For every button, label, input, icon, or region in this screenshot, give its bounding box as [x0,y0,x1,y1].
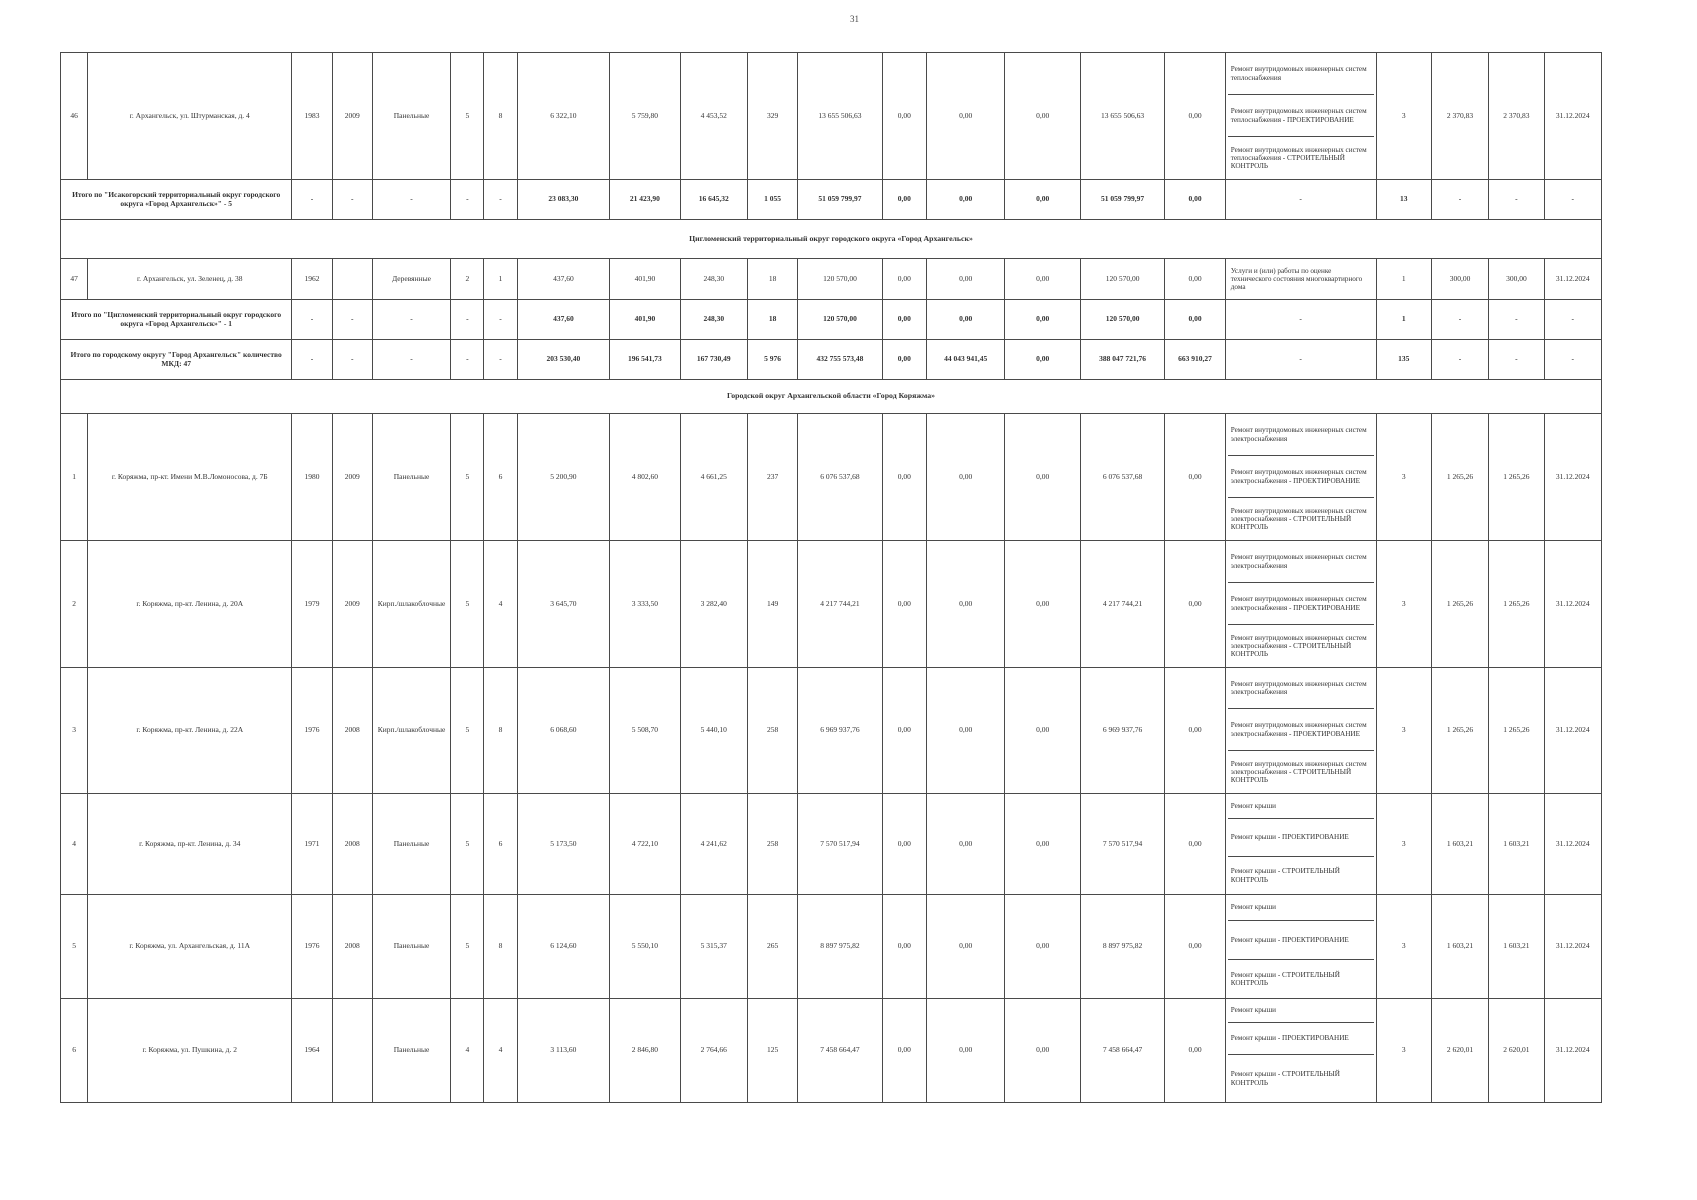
row-number: 2 [61,541,88,668]
address: г. Коряжма, пр-кт. Ленина, д. 34 [88,794,292,895]
table-row [61,259,1602,300]
placeholder-cell: - [484,340,517,380]
work-item: Ремонт внутридомовых инженерных систем электроснабжения - ПРОЕКТИРОВАНИЕ [1228,583,1374,625]
works-count: 3 [1376,414,1431,541]
cost-total: 6 076 537,68 [798,414,882,541]
address: г. Архангельск, ул. Зеленец, д. 38 [88,259,292,300]
works-count: 3 [1376,794,1431,895]
works-cell [1225,794,1376,895]
area-living: 4 241,62 [680,794,747,895]
row-number: 46 [61,53,88,180]
area-premises: 5 550,10 [610,895,680,999]
area-total: 437,60 [517,259,610,300]
cost-owners: 6 969 937,76 [1080,668,1164,794]
cost-other: 0,00 [1165,794,1225,895]
cost-owners: 13 655 506,63 [1080,53,1164,180]
unit-limit: 1 603,21 [1489,895,1544,999]
cost-municipal: 0,00 [1005,895,1080,999]
work-item: Ремонт крыши [1228,999,1374,1023]
works-count: 135 [1376,340,1431,380]
unit-cost: 1 603,21 [1431,895,1488,999]
cost-municipal: 0,00 [1005,668,1080,794]
table-row [61,794,1602,895]
placeholder-cell: - [1544,300,1601,340]
placeholder-cell: - [1431,300,1488,340]
wall-material: Панельные [372,794,450,895]
cost-regional: 0,00 [926,53,1004,180]
entrances: 4 [484,999,517,1103]
cost-other: 0,00 [1165,180,1225,220]
work-item: Ремонт крыши [1228,895,1374,921]
cost-owners: 4 217 744,21 [1080,541,1164,668]
cost-regional: 0,00 [926,300,1004,340]
work-item: Ремонт крыши - ПРОЕКТИРОВАНИЕ [1228,921,1374,960]
cost-regional: 0,00 [926,259,1004,300]
cost-federal: 0,00 [882,999,926,1103]
wall-material: Панельные [372,53,450,180]
cost-municipal: 0,00 [1005,541,1080,668]
works-count: 3 [1376,53,1431,180]
cost-total: 7 570 517,94 [798,794,882,895]
area-total: 6 068,60 [517,668,610,794]
cost-federal: 0,00 [882,180,926,220]
unit-limit: 1 265,26 [1489,541,1544,668]
area-living: 5 440,10 [680,668,747,794]
work-item: Ремонт внутридомовых инженерных систем электроснабжения - СТРОИТЕЛЬНЫЙ КОНТРОЛЬ [1230,506,1367,532]
cost-municipal: 0,00 [1005,414,1080,541]
deadline: 31.12.2024 [1544,259,1601,300]
cost-owners: 6 076 537,68 [1080,414,1164,541]
works-cell [1225,259,1376,300]
cost-federal: 0,00 [882,414,926,541]
deadline: 31.12.2024 [1544,53,1601,180]
unit-cost: 1 265,26 [1431,541,1488,668]
residents: 265 [747,895,797,999]
area-living: 5 315,37 [680,895,747,999]
residents: 18 [747,300,797,340]
floors: 5 [451,53,484,180]
placeholder-cell: - [332,300,372,340]
year-built: 1983 [292,53,332,180]
year-renovated: 2009 [332,414,372,541]
entrances: 1 [484,259,517,300]
work-item: Ремонт внутридомовых инженерных систем электроснабжения [1228,414,1374,456]
cost-owners: 388 047 721,76 [1080,340,1164,380]
section-header [61,220,1602,259]
table-row [61,999,1602,1103]
placeholder-cell: - [1431,340,1488,380]
area-premises: 401,90 [610,300,680,340]
placeholder-cell: - [332,340,372,380]
cost-other: 0,00 [1165,999,1225,1103]
deadline: 31.12.2024 [1544,414,1601,541]
year-built: 1976 [292,668,332,794]
work-item: Ремонт крыши - СТРОИТЕЛЬНЫЙ КОНТРОЛЬ [1230,1070,1340,1087]
cost-owners: 120 570,00 [1080,259,1164,300]
year-renovated: 2008 [332,794,372,895]
capital-repair-table [60,52,1602,1103]
subtotal-label: Итого по городскому округу "Город Архангельск" количество МКД: 47 [61,340,292,380]
floors: 5 [451,794,484,895]
year-built: 1971 [292,794,332,895]
cost-total: 13 655 506,63 [798,53,882,180]
cost-other: 663 910,27 [1165,340,1225,380]
cost-federal: 0,00 [882,340,926,380]
area-premises: 2 846,80 [610,999,680,1103]
year-built: 1979 [292,541,332,668]
area-living: 16 645,32 [680,180,747,220]
work-item: Ремонт внутридомовых инженерных систем электроснабжения - ПРОЕКТИРОВАНИЕ [1228,456,1374,498]
residents: 149 [747,541,797,668]
area-living: 2 764,66 [680,999,747,1103]
work-item: Ремонт внутридомовых инженерных систем теплоснабжения [1228,53,1374,95]
row-number: 4 [61,794,88,895]
works-count: 3 [1376,999,1431,1103]
area-total: 3 645,70 [517,541,610,668]
cost-owners: 120 570,00 [1080,300,1164,340]
work-item: Ремонт внутридомовых инженерных систем теплоснабжения - ПРОЕКТИРОВАНИЕ [1228,95,1374,137]
cost-other: 0,00 [1165,53,1225,180]
residents: 329 [747,53,797,180]
cost-total: 8 897 975,82 [798,895,882,999]
row-number: 3 [61,668,88,794]
unit-limit: 1 265,26 [1489,414,1544,541]
year-built: 1976 [292,895,332,999]
area-living: 248,30 [680,259,747,300]
year-renovated [332,999,372,1103]
placeholder-cell: - [1431,180,1488,220]
address: г. Коряжма, пр-кт. Ленина, д. 22А [88,668,292,794]
row-number: 6 [61,999,88,1103]
area-total: 23 083,30 [517,180,610,220]
area-premises: 196 541,73 [610,340,680,380]
unit-limit: 300,00 [1489,259,1544,300]
works-count: 13 [1376,180,1431,220]
floors: 5 [451,414,484,541]
city-total-row [61,340,1602,380]
placeholder-cell: - [451,180,484,220]
work-item: Ремонт крыши - ПРОЕКТИРОВАНИЕ [1228,1023,1374,1055]
placeholder-cell: - [1225,340,1376,380]
wall-material: Панельные [372,414,450,541]
unit-limit: 1 603,21 [1489,794,1544,895]
placeholder-cell: - [451,300,484,340]
area-living: 3 282,40 [680,541,747,668]
work-item: Ремонт крыши - СТРОИТЕЛЬНЫЙ КОНТРОЛЬ [1230,970,1340,987]
work-item: Ремонт внутридомовых инженерных систем электроснабжения [1228,541,1374,583]
placeholder-cell: - [292,340,332,380]
unit-limit: 2 370,83 [1489,53,1544,180]
area-living: 4 453,52 [680,53,747,180]
works-cell [1225,999,1376,1103]
wall-material: Деревянные [372,259,450,300]
placeholder-cell: - [1225,300,1376,340]
cost-owners: 7 458 664,47 [1080,999,1164,1103]
work-item: Ремонт внутридомовых инженерных систем электроснабжения - ПРОЕКТИРОВАНИЕ [1228,709,1374,751]
entrances: 8 [484,53,517,180]
wall-material: Панельные [372,895,450,999]
unit-limit: 1 265,26 [1489,668,1544,794]
section-title: Цигломенский территориальный округ городского округа «Город Архангельск» [61,220,1602,259]
section-title: Городской округ Архангельской области «Город Коряжма» [61,380,1602,414]
cost-other: 0,00 [1165,668,1225,794]
table-row [61,895,1602,999]
cost-federal: 0,00 [882,300,926,340]
placeholder-cell: - [292,180,332,220]
area-total: 203 530,40 [517,340,610,380]
subtotal-label: Итого по "Цигломенский территориальный округ городского округа «Город Архангельск»" - 1 [61,300,292,340]
deadline: 31.12.2024 [1544,999,1601,1103]
unit-cost: 300,00 [1431,259,1488,300]
cost-federal: 0,00 [882,895,926,999]
cost-regional: 0,00 [926,414,1004,541]
area-premises: 21 423,90 [610,180,680,220]
placeholder-cell: - [372,180,450,220]
cost-municipal: 0,00 [1005,794,1080,895]
area-premises: 4 722,10 [610,794,680,895]
works-cell [1225,53,1376,180]
cost-owners: 8 897 975,82 [1080,895,1164,999]
cost-federal: 0,00 [882,541,926,668]
works-cell [1225,668,1376,794]
cost-other: 0,00 [1165,414,1225,541]
cost-municipal: 0,00 [1005,53,1080,180]
residents: 258 [747,794,797,895]
table-row [61,541,1602,668]
works-count: 3 [1376,541,1431,668]
area-premises: 5 508,70 [610,668,680,794]
area-premises: 3 333,50 [610,541,680,668]
cost-municipal: 0,00 [1005,259,1080,300]
cost-federal: 0,00 [882,259,926,300]
placeholder-cell: - [451,340,484,380]
cost-municipal: 0,00 [1005,180,1080,220]
placeholder-cell: - [372,340,450,380]
works-count: 1 [1376,300,1431,340]
entrances: 6 [484,414,517,541]
placeholder-cell: - [1225,180,1376,220]
work-item: Ремонт крыши - СТРОИТЕЛЬНЫЙ КОНТРОЛЬ [1230,867,1340,884]
area-living: 248,30 [680,300,747,340]
unit-cost: 2 370,83 [1431,53,1488,180]
cost-other: 0,00 [1165,300,1225,340]
address: г. Коряжма, пр-кт. Ленина, д. 20А [88,541,292,668]
cost-regional: 44 043 941,45 [926,340,1004,380]
cost-federal: 0,00 [882,53,926,180]
wall-material: Кирп./шлакоблочные [372,668,450,794]
placeholder-cell: - [372,300,450,340]
deadline: 31.12.2024 [1544,895,1601,999]
table-row [61,668,1602,794]
section-header [61,380,1602,414]
cost-total: 7 458 664,47 [798,999,882,1103]
placeholder-cell: - [1489,180,1544,220]
cost-total: 120 570,00 [798,259,882,300]
unit-cost: 1 603,21 [1431,794,1488,895]
year-built: 1964 [292,999,332,1103]
cost-other: 0,00 [1165,541,1225,668]
wall-material: Кирп./шлакоблочные [372,541,450,668]
subtotal-row [61,300,1602,340]
cost-regional: 0,00 [926,999,1004,1103]
residents: 237 [747,414,797,541]
cost-municipal: 0,00 [1005,999,1080,1103]
entrances: 4 [484,541,517,668]
year-renovated: 2008 [332,668,372,794]
cost-total: 6 969 937,76 [798,668,882,794]
floors: 4 [451,999,484,1103]
cost-regional: 0,00 [926,668,1004,794]
subtotal-row [61,180,1602,220]
unit-cost: 1 265,26 [1431,668,1488,794]
residents: 125 [747,999,797,1103]
address: г. Коряжма, ул. Архангельская, д. 11А [88,895,292,999]
page-number: 31 [850,14,859,24]
entrances: 8 [484,895,517,999]
year-renovated: 2009 [332,53,372,180]
residents: 1 055 [747,180,797,220]
area-premises: 401,90 [610,259,680,300]
cost-municipal: 0,00 [1005,300,1080,340]
unit-limit: 2 620,01 [1489,999,1544,1103]
cost-owners: 7 570 517,94 [1080,794,1164,895]
table-row [61,414,1602,541]
works-count: 1 [1376,259,1431,300]
works-cell [1225,895,1376,999]
residents: 258 [747,668,797,794]
area-premises: 5 759,80 [610,53,680,180]
works-cell [1225,414,1376,541]
area-total: 3 113,60 [517,999,610,1103]
work-item: Ремонт внутридомовых инженерных систем теплоснабжения - СТРОИТЕЛЬНЫЙ КОНТРОЛЬ [1230,145,1367,171]
placeholder-cell: - [332,180,372,220]
placeholder-cell: - [484,180,517,220]
residents: 18 [747,259,797,300]
area-total: 5 200,90 [517,414,610,541]
area-living: 167 730,49 [680,340,747,380]
table-row [61,53,1602,180]
work-item: Ремонт внутридомовых инженерных систем электроснабжения - СТРОИТЕЛЬНЫЙ КОНТРОЛЬ [1230,759,1367,785]
placeholder-cell: - [292,300,332,340]
area-premises: 4 802,60 [610,414,680,541]
entrances: 6 [484,794,517,895]
cost-total: 4 217 744,21 [798,541,882,668]
address: г. Коряжма, ул. Пушкина, д. 2 [88,999,292,1103]
address: г. Архангельск, ул. Штурманская, д. 4 [88,53,292,180]
cost-other: 0,00 [1165,895,1225,999]
year-built: 1980 [292,414,332,541]
placeholder-cell: - [484,300,517,340]
cost-municipal: 0,00 [1005,340,1080,380]
placeholder-cell: - [1544,180,1601,220]
row-number: 5 [61,895,88,999]
floors: 2 [451,259,484,300]
cost-federal: 0,00 [882,668,926,794]
works-cell [1225,541,1376,668]
address: г. Коряжма, пр-кт. Имени М.В.Ломоносова, д. 7Б [88,414,292,541]
floors: 5 [451,668,484,794]
work-item: Ремонт внутридомовых инженерных систем электроснабжения - СТРОИТЕЛЬНЫЙ КОНТРОЛЬ [1230,633,1367,659]
cost-regional: 0,00 [926,895,1004,999]
works-count: 3 [1376,668,1431,794]
residents: 5 976 [747,340,797,380]
placeholder-cell: - [1489,300,1544,340]
cost-regional: 0,00 [926,541,1004,668]
year-renovated: 2008 [332,895,372,999]
row-number: 1 [61,414,88,541]
floors: 5 [451,895,484,999]
cost-regional: 0,00 [926,180,1004,220]
year-renovated [332,259,372,300]
deadline: 31.12.2024 [1544,541,1601,668]
area-total: 437,60 [517,300,610,340]
placeholder-cell: - [1489,340,1544,380]
placeholder-cell: - [1544,340,1601,380]
area-total: 5 173,50 [517,794,610,895]
unit-cost: 2 620,01 [1431,999,1488,1103]
area-living: 4 661,25 [680,414,747,541]
area-total: 6 322,10 [517,53,610,180]
cost-total: 51 059 799,97 [798,180,882,220]
cost-federal: 0,00 [882,794,926,895]
wall-material: Панельные [372,999,450,1103]
subtotal-label: Итого по "Исакогорский территориальный округ городского округа «Город Архангельск»" - 5 [61,180,292,220]
unit-cost: 1 265,26 [1431,414,1488,541]
year-built: 1962 [292,259,332,300]
cost-owners: 51 059 799,97 [1080,180,1164,220]
cost-total: 432 755 573,48 [798,340,882,380]
cost-regional: 0,00 [926,794,1004,895]
deadline: 31.12.2024 [1544,668,1601,794]
entrances: 8 [484,668,517,794]
deadline: 31.12.2024 [1544,794,1601,895]
cost-total: 120 570,00 [798,300,882,340]
area-total: 6 124,60 [517,895,610,999]
work-item: Услуги и (или) работы по оценке технического состояния многоквартирного дома [1230,266,1363,292]
work-item: Ремонт внутридомовых инженерных систем электроснабжения [1228,668,1374,709]
year-renovated: 2009 [332,541,372,668]
work-item: Ремонт крыши [1228,794,1374,819]
cost-other: 0,00 [1165,259,1225,300]
work-item: Ремонт крыши - ПРОЕКТИРОВАНИЕ [1228,819,1374,857]
row-number: 47 [61,259,88,300]
works-count: 3 [1376,895,1431,999]
floors: 5 [451,541,484,668]
